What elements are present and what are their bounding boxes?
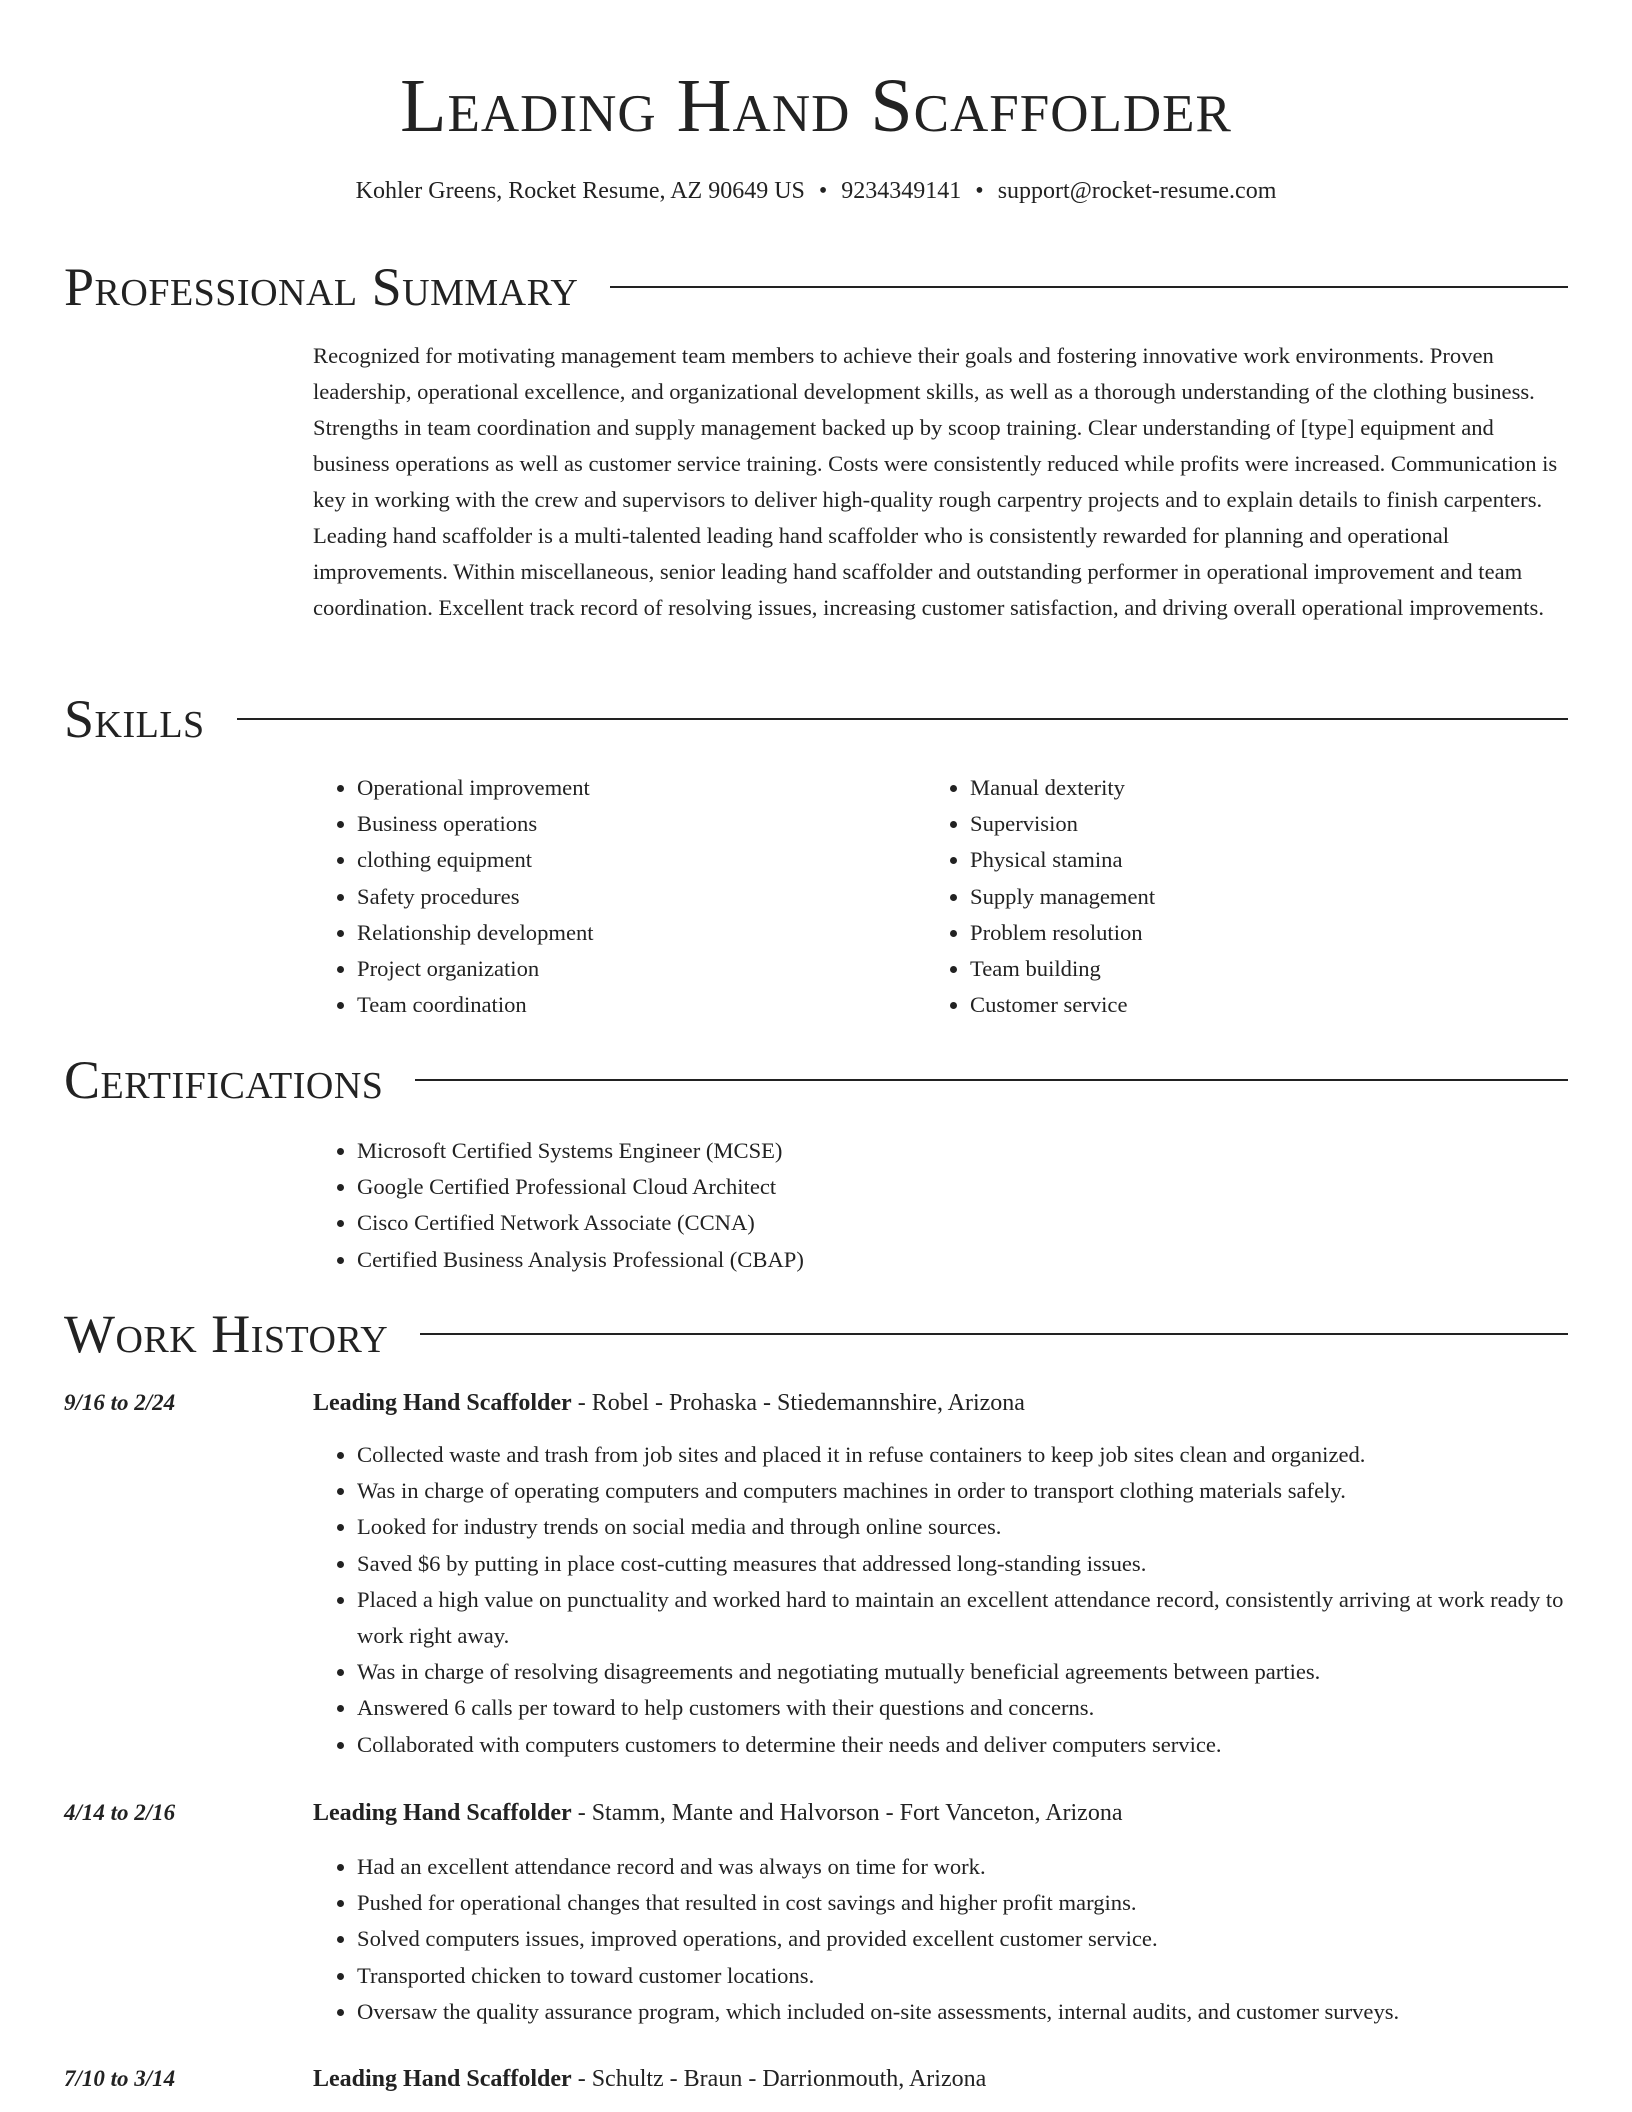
- job-duties-list: [313, 1849, 1568, 2030]
- section-divider: [415, 1079, 1568, 1081]
- job-duty-item: • Collaborated with computers customers to determine their needs and deliver computers service.: [357, 1727, 1568, 1763]
- skills-title: Skills: [64, 689, 205, 749]
- certification-item: • Certified Business Analysis Professional (CBAP): [357, 1242, 1213, 1278]
- skill-item: • Problem resolution: [970, 915, 1486, 951]
- job-title: Leading Hand Scaffolder: [313, 1800, 572, 1826]
- skill-item: • Team building: [970, 951, 1486, 987]
- job-duty-item: • Looked for industry trends on social media and through online sources.: [357, 1509, 1568, 1545]
- skill-item: • Safety procedures: [357, 879, 873, 915]
- job-duty-item: • Solved computers issues, improved operations, and provided excellent customer service.: [357, 1921, 1568, 1957]
- section-divider: [420, 1333, 1568, 1335]
- separator-dot: •: [818, 178, 828, 204]
- skills-heading: [64, 687, 1568, 751]
- skill-item: • clothing equipment: [357, 842, 873, 878]
- job-title: Leading Hand Scaffolder: [313, 2066, 572, 2092]
- work-history-heading: [64, 1302, 1568, 1366]
- job-duty-item: • Had an excellent attendance record and was always on time for work.: [357, 1849, 1568, 1885]
- job-duty-item: • Oversaw the quality assurance program, which included on-site assessments, internal audits, and customer surveys.: [357, 1994, 1568, 2030]
- phone: 9234349141: [841, 178, 962, 204]
- skill-item: • Project organization: [357, 951, 873, 987]
- certifications-list: [313, 1133, 1213, 1278]
- job-company: - Stamm, Mante and Halvorson - Fort Vanceton, Arizona: [571, 1800, 1123, 1826]
- job-duty-item: • Collected waste and trash from job sites and placed it in refuse containers to keep job sites clean and organized.: [357, 1437, 1568, 1473]
- summary-title: Professional Summary: [64, 257, 579, 317]
- skill-item: • Supply management: [970, 879, 1486, 915]
- job-duty-item: • Saved $6 by putting in place cost-cutting measures that addressed long-standing issues.: [357, 1546, 1568, 1582]
- job-duties: [313, 1849, 1568, 2030]
- certification-item: • Cisco Certified Network Associate (CCNA): [357, 1205, 1213, 1241]
- job-company: - Robel - Prohaska - Stiedemannshire, Arizona: [571, 1390, 1025, 1416]
- job-duty-item: • Was in charge of operating computers and computers machines in order to transport clothing materials safely.: [357, 1473, 1568, 1509]
- skill-item: • Team coordination: [357, 987, 873, 1023]
- job-title: Leading Hand Scaffolder: [313, 1390, 572, 1416]
- job-heading: [313, 1386, 1025, 1420]
- separator-dot: •: [975, 178, 984, 204]
- skills-list-right: [926, 770, 1486, 1023]
- job-duty-item: • Placed a high value on punctuality and worked hard to maintain an excellent attendance record, consistently arriving at work ready to work right away.: [357, 1582, 1568, 1654]
- skills-list-left: [313, 770, 873, 1023]
- job-duty-item: • Answered 6 calls per toward to help customers with their questions and concerns.: [357, 1690, 1568, 1726]
- skill-item: • Customer service: [970, 987, 1486, 1023]
- work-history-title: Work History: [64, 1304, 389, 1364]
- contact-line: [0, 174, 1632, 208]
- skills-column-left: [313, 770, 873, 1023]
- certifications-title: Certifications: [64, 1050, 384, 1110]
- skill-item: • Relationship development: [357, 915, 873, 951]
- certification-item: • Google Certified Professional Cloud Architect: [357, 1169, 1213, 1205]
- certification-item: • Microsoft Certified Systems Engineer (MCSE): [357, 1133, 1213, 1169]
- address: Kohler Greens, Rocket Resume, AZ 90649 US: [355, 178, 805, 204]
- job-company: - Schultz - Braun - Darrionmouth, Arizona: [571, 2066, 987, 2092]
- skill-item: • Manual dexterity: [970, 770, 1486, 806]
- summary-heading: [64, 255, 1568, 319]
- skill-item: • Physical stamina: [970, 842, 1486, 878]
- job-duty-item: • Was in charge of resolving disagreements and negotiating mutually beneficial agreements between parties.: [357, 1654, 1568, 1690]
- job-duty-item: • Pushed for operational changes that resulted in cost savings and higher profit margins.: [357, 1885, 1568, 1921]
- job-duty-item: • Transported chicken to toward customer locations.: [357, 1958, 1568, 1994]
- job-dates: 4/14 to 2/16: [64, 1800, 176, 1825]
- job-dates: 7/10 to 3/14: [64, 2066, 176, 2091]
- skill-item: • Business operations: [357, 806, 873, 842]
- job-duties-list: [313, 1437, 1568, 1763]
- job-heading: [313, 1796, 1122, 1830]
- email: support@rocket-resume.com: [997, 178, 1277, 204]
- section-divider: [610, 286, 1568, 288]
- skill-item: • Operational improvement: [357, 770, 873, 806]
- certifications-heading: [64, 1048, 1568, 1112]
- summary-text: Recognized for motivating management team members to achieve their goals and fostering innovative work environments. Proven leadership, operational excellence, and organizational development skills, as well as a thorough understanding of the clothing business. Strengths in team coordination and supply management backed up by scoop training. Clear understanding of [type] equipment and business operations as well as customer service training. Costs were consistently reduced while profits were increased. Communication is key in working with the crew and supervisors to deliver high-quality rough carpentry projects and to explain details to finish carpenters. Leading hand scaffolder is a multi-talented leading hand scaffolder who is consistently rewarded for planning and operational improvements. Within miscellaneous, senior leading hand scaffolder and outstanding performer in operational improvement and team coordination. Excellent track record of resolving issues, increasing customer satisfaction, and driving overall operational improvements.: [313, 343, 1558, 620]
- skill-item: • Supervision: [970, 806, 1486, 842]
- section-divider: [237, 718, 1568, 720]
- job-heading: [313, 2062, 986, 2096]
- job-duties: [313, 1437, 1568, 1763]
- certifications-block: [313, 1133, 1213, 1278]
- skills-column-right: [926, 770, 1486, 1023]
- candidate-name: Leading Hand Scaffolder: [400, 64, 1232, 148]
- job-dates: 9/16 to 2/24: [64, 1390, 176, 1415]
